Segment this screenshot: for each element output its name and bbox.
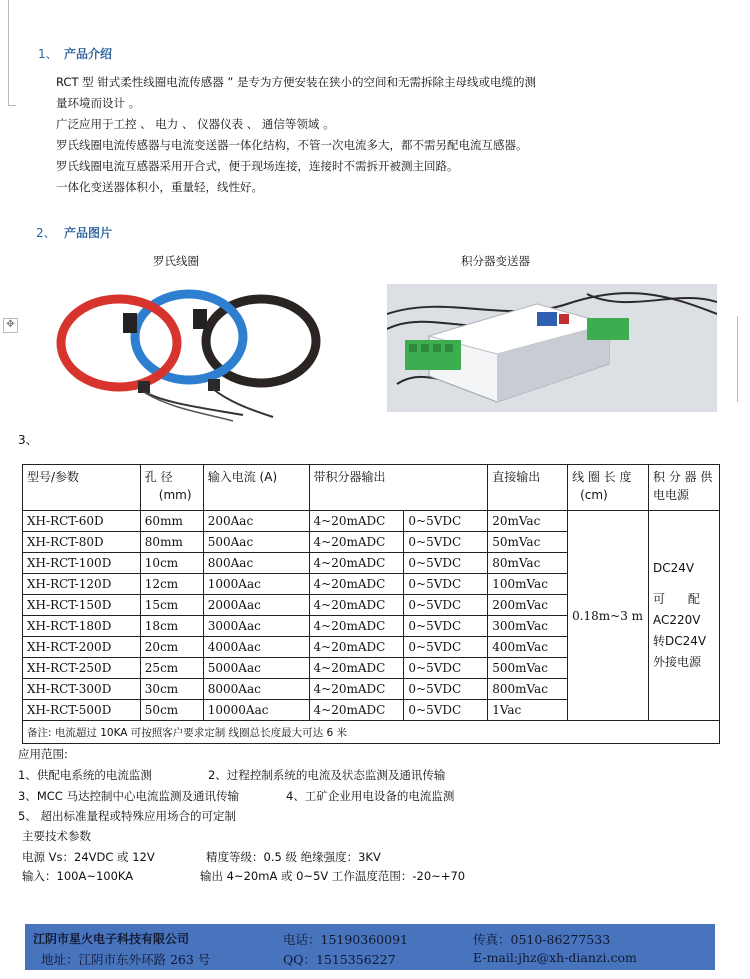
power-line: DC24V [652, 561, 695, 575]
power-line: 转DC24V [652, 634, 707, 648]
tech-power: 电源 Vs：24VDC 或 12V [22, 850, 155, 864]
cell-ma-output: 4~20mADC [309, 574, 404, 595]
section-2-title: 产品图片 [64, 226, 113, 240]
application-item-2: 2、过程控制系统的电流及状态监测及通讯传输 [208, 768, 446, 782]
cell-direct-output: 100mVac [488, 574, 568, 595]
header-direct-output: 直接输出 [488, 465, 568, 511]
cell-direct-output: 20mVac [488, 511, 568, 532]
cell-direct-output: 50mVac [488, 532, 568, 553]
cell-ma-output: 4~20mADC [309, 679, 404, 700]
crop-mark-top [8, 0, 9, 106]
tech-title: 主要技术参数 [22, 829, 91, 843]
cell-direct-output: 1Vac [488, 700, 568, 721]
rogowski-coil-image [33, 283, 323, 425]
cell-aperture: 15cm [140, 595, 203, 616]
tech-input: 输入：100A~100KA [22, 869, 134, 883]
cell-input: 2000Aac [203, 595, 309, 616]
application-item-4: 4、工矿企业用电设备的电流监测 [286, 789, 455, 803]
footer-company: 江阴市星火电子科技有限公司 [33, 932, 190, 946]
header-aperture: 孔 径 (mm) [140, 465, 203, 511]
table-note: 备注: 电流超过 10KA 可按照客户要求定制 线圈总长度最大可达 6 米 [23, 721, 720, 744]
cell-direct-output: 200mVac [488, 595, 568, 616]
cell-ma-output: 4~20mADC [309, 616, 404, 637]
crop-mark-top-corner [8, 105, 16, 106]
header-coil-length: 线 圈 长 度 (cm) [568, 465, 649, 511]
cell-v-output: 0~5VDC [404, 595, 488, 616]
cell-aperture: 10cm [140, 553, 203, 574]
cell-v-output: 0~5VDC [404, 700, 488, 721]
table-header-row [23, 465, 720, 511]
intro-line: 量环境而设计 。 [56, 96, 141, 110]
cell-aperture: 30cm [140, 679, 203, 700]
move-handle-icon[interactable]: ✥ [3, 318, 18, 333]
integrator-caption: 积分器变送器 [461, 254, 530, 268]
cell-ma-output: 4~20mADC [309, 658, 404, 679]
footer-address: 地址：江阴市东外环路 263 号 [41, 952, 211, 967]
cell-model: XH-RCT-180D [23, 616, 141, 637]
cell-aperture: 60mm [140, 511, 203, 532]
footer-fax: 传真：0510-86277533 [473, 932, 611, 947]
cell-v-output: 0~5VDC [404, 679, 488, 700]
tech-output: 输出 4~20mA 或 0~5V 工作温度范围：-20~+70 [200, 869, 466, 883]
power-line: AC220V [652, 613, 701, 627]
crop-mark-right [737, 316, 738, 402]
intro-line: 广泛应用于工控 、 电力 、 仪器仪表 、 通信等领域 。 [56, 117, 335, 131]
table-row [23, 511, 720, 532]
application-item-1: 1、供配电系统的电流监测 [18, 768, 152, 782]
cell-model: XH-RCT-120D [23, 574, 141, 595]
cell-model: XH-RCT-60D [23, 511, 141, 532]
cell-v-output: 0~5VDC [404, 511, 488, 532]
rogowski-coil-caption: 罗氏线圈 [153, 254, 199, 268]
cell-direct-output: 80mVac [488, 553, 568, 574]
footer-email[interactable]: E-mail:jhz@xh-dianzi.com [473, 950, 637, 965]
section-2-number: 2、 [36, 226, 56, 240]
footer-qq: QQ：1515356227 [283, 952, 396, 967]
cell-ma-output: 4~20mADC [309, 553, 404, 574]
cell-aperture: 25cm [140, 658, 203, 679]
integrator-transmitter-image [387, 284, 717, 412]
section-3-number: 3、 [18, 433, 38, 447]
section-1-number: 1、 [38, 47, 58, 61]
footer-phone: 电话：15190360091 [283, 932, 408, 947]
application-item-3: 3、MCC 马达控制中心电流监测及通讯传输 [18, 789, 239, 803]
application-item-5: 5、 超出标准量程或特殊应用场合的可定制 [18, 809, 236, 823]
cell-aperture: 18cm [140, 616, 203, 637]
power-line: 可 配 [652, 592, 700, 606]
cell-model: XH-RCT-500D [23, 700, 141, 721]
cell-input: 10000Aac [203, 700, 309, 721]
cell-model: XH-RCT-100D [23, 553, 141, 574]
spec-table [22, 464, 720, 744]
cell-v-output: 0~5VDC [404, 616, 488, 637]
header-model: 型号/参数 [23, 465, 141, 511]
cell-model: XH-RCT-200D [23, 637, 141, 658]
cell-direct-output: 400mVac [488, 637, 568, 658]
cell-direct-output: 300mVac [488, 616, 568, 637]
cell-aperture: 20cm [140, 637, 203, 658]
cell-input: 200Aac [203, 511, 309, 532]
cell-input: 4000Aac [203, 637, 309, 658]
cell-ma-output: 4~20mADC [309, 595, 404, 616]
tech-accuracy: 精度等级：0.5 级 绝缘强度：3KV [206, 850, 381, 864]
cell-v-output: 0~5VDC [404, 637, 488, 658]
section-1-title: 产品介绍 [64, 47, 113, 61]
table-note-row [23, 721, 720, 744]
intro-line: 罗氏线圈电流互感器采用开合式，便于现场连接，连接时不需拆开被测主回路。 [56, 159, 459, 173]
cell-coil-length: 0.18m~3 m [568, 511, 649, 721]
header-power-supply: 积 分 器 供 电电源 [648, 465, 719, 511]
cell-input: 8000Aac [203, 679, 309, 700]
cell-v-output: 0~5VDC [404, 658, 488, 679]
cell-model: XH-RCT-300D [23, 679, 141, 700]
cell-ma-output: 4~20mADC [309, 511, 404, 532]
contact-footer [25, 924, 715, 970]
cell-input: 500Aac [203, 532, 309, 553]
cell-aperture: 50cm [140, 700, 203, 721]
power-line: 外接电源 [652, 655, 701, 669]
header-input-current: 输入电流 (A) [203, 465, 309, 511]
intro-line: 罗氏线圈电流传感器与电流变送器一体化结构，不管一次电流多大，都不需另配电流互感器。 [56, 138, 528, 152]
cell-ma-output: 4~20mADC [309, 700, 404, 721]
cell-ma-output: 4~20mADC [309, 532, 404, 553]
cell-input: 3000Aac [203, 616, 309, 637]
cell-direct-output: 800mVac [488, 679, 568, 700]
cell-aperture: 12cm [140, 574, 203, 595]
header-integrator-output: 带积分器输出 [309, 465, 488, 511]
cell-model: XH-RCT-150D [23, 595, 141, 616]
intro-text [56, 72, 676, 198]
cell-input: 1000Aac [203, 574, 309, 595]
cell-v-output: 0~5VDC [404, 574, 488, 595]
cell-ma-output: 4~20mADC [309, 637, 404, 658]
cell-aperture: 80mm [140, 532, 203, 553]
cell-input: 800Aac [203, 553, 309, 574]
cell-direct-output: 500mVac [488, 658, 568, 679]
intro-line: RCT 型 钳式柔性线圈电流传感器 ” 是专为方便安装在狭小的空间和无需拆除主母线或电缆的测 [56, 75, 537, 89]
cell-model: XH-RCT-80D [23, 532, 141, 553]
cell-v-output: 0~5VDC [404, 553, 488, 574]
intro-line: 一体化变送器体积小，重量轻，线性好。 [56, 180, 263, 194]
cell-model: XH-RCT-250D [23, 658, 141, 679]
cell-v-output: 0~5VDC [404, 532, 488, 553]
cell-power-supply [648, 511, 719, 721]
cell-input: 5000Aac [203, 658, 309, 679]
application-title: 应用范围: [18, 747, 68, 761]
